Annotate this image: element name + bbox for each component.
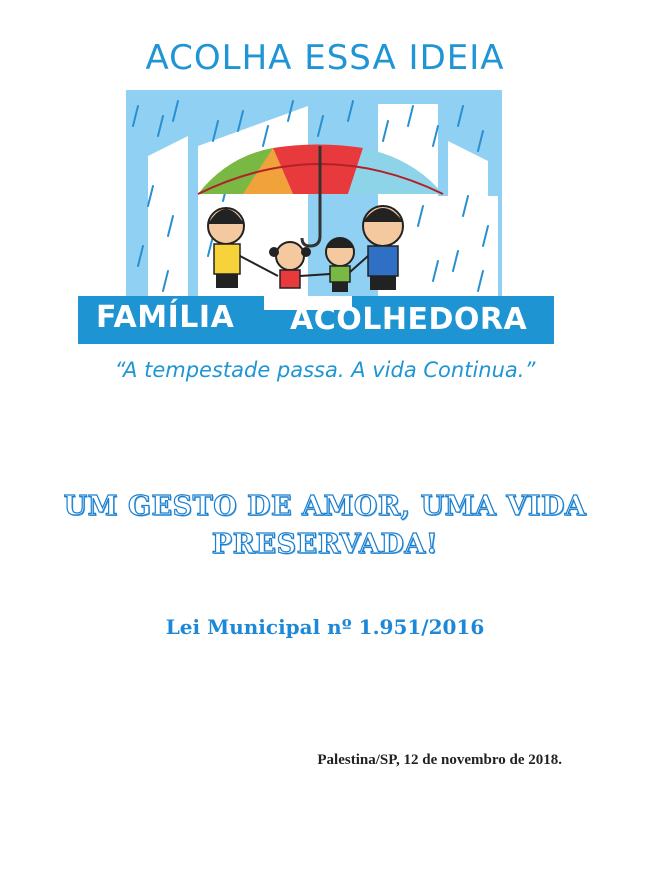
law-reference: Lei Municipal nº 1.951/2016 — [165, 615, 485, 639]
logo-tagline: “A tempestade passa. A vida Continua.” — [114, 358, 536, 382]
familia-acolhedora-logo — [0, 0, 650, 400]
logo-banner — [78, 296, 554, 344]
banner-text-familia: FAMÍLIA — [96, 300, 235, 335]
logo-title: ACOLHA ESSA IDEIA — [145, 38, 505, 78]
place-date-line: Palestina/SP, 12 de novembro de 2018. — [317, 752, 562, 768]
document-headline — [40, 488, 610, 564]
headline-line-2: PRESERVADA! — [211, 529, 439, 560]
banner-text-acolhedora: ACOLHEDORA — [290, 302, 528, 337]
headline-line-1: UM GESTO DE AMOR, UMA VIDA — [63, 491, 587, 522]
family-umbrella-illustration — [78, 86, 558, 301]
